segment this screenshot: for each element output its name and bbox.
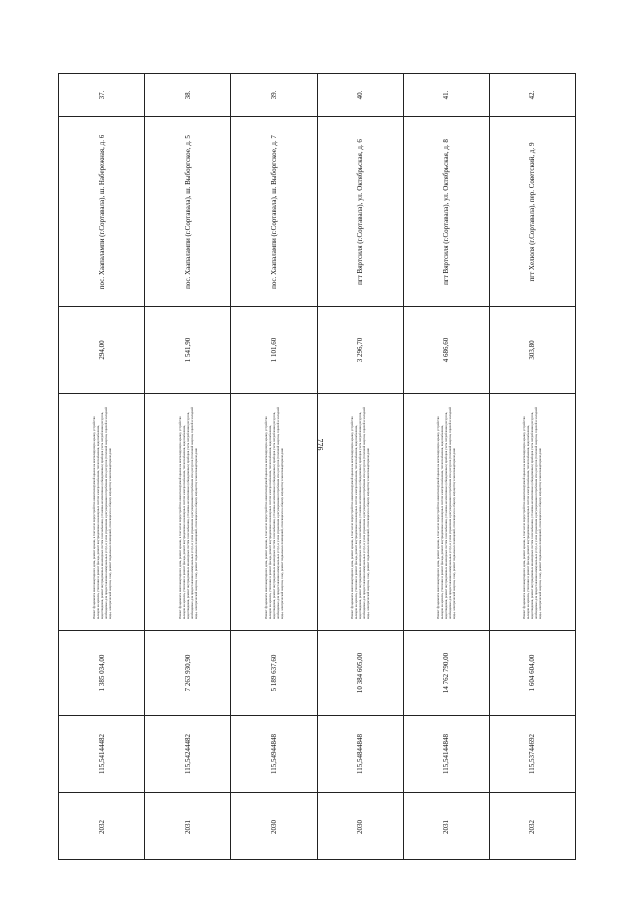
table-row [145, 74, 231, 859]
unit-cost: 115,54944848 [269, 734, 278, 774]
row-number: 42. [528, 90, 537, 100]
area-cell [318, 307, 403, 394]
cost: 10 384 605,00 [356, 652, 365, 694]
address-cell [318, 117, 403, 307]
area: 303,80 [528, 340, 537, 360]
works-description: Ремонт фундамента многоквартирного дома, ремонт крыши, в том числе переустройство невентилируемой крыши на вентилируемую крышу, устройство выходов на кровлю, утепление и ремонт фасада, ремонт внутридомовых инженерных систем электроснабжения, теплоснабжения, водоснабжения, водоотведения, ремонт внутридомовых инженерных систем газоснабжения, установка коллективных (общедомовых) приборов учета потребления ресурсов, необходимых для предоставления коммунальных услуг, и узлов управления и регулирования потребления этих ресурсов (тепловой энергии, горячей и холодной воды, электрической энергии, газа), ремонт подвальных помещений, относящихся к общему имуществу в многоквартирном доме [522, 407, 543, 619]
works-cell [490, 394, 575, 631]
row-number-cell [231, 74, 316, 117]
area-cell [59, 307, 144, 394]
works-cell [59, 394, 144, 631]
address: пос. Хаапалампи (г.Сортавала), ш. Набережная, д. 6 [97, 134, 106, 289]
cost: 7 263 930,90 [183, 654, 192, 692]
area-cell [231, 307, 316, 394]
unit-cost-cell [404, 716, 489, 793]
unit-cost: 115,54144482 [97, 734, 106, 774]
row-number-cell [318, 74, 403, 117]
year: 2032 [97, 820, 106, 834]
address-cell [490, 117, 575, 307]
works-description: Ремонт фундамента многоквартирного дома, ремонт крыши, в том числе переустройство невентилируемой крыши на вентилируемую крышу, устройство выходов на кровлю, утепление и ремонт фасада, ремонт внутридомовых инженерных систем электроснабжения, теплоснабжения, водоснабжения, водоотведения, ремонт внутридомовых инженерных систем газоснабжения, установка коллективных (общедомовых) приборов учета потребления ресурсов, необходимых для предоставления коммунальных услуг, и узлов управления и регулирования потребления этих ресурсов (тепловой энергии, горячей и холодной воды, электрической энергии, газа), ремонт подвальных помещений, относящихся к общему имуществу в многоквартирном доме [91, 407, 112, 619]
address-cell [145, 117, 230, 307]
table-row [404, 74, 490, 859]
row-number: 41. [442, 90, 451, 100]
table-row [315, 74, 404, 859]
table-row [490, 74, 575, 859]
row-number: 40. [356, 90, 365, 100]
unit-cost: 115,53744692 [528, 734, 537, 774]
unit-cost: 115,54844848 [356, 734, 365, 774]
row-number-cell [59, 74, 144, 117]
row-number-cell [145, 74, 230, 117]
unit-cost-cell [490, 716, 575, 793]
area-cell [404, 307, 489, 394]
address: пос. Хаапалампи (г.Сортавала), ш. Выборгское, д. 5 [183, 134, 192, 289]
cost: 5 189 637,60 [269, 654, 278, 692]
year: 2032 [528, 820, 537, 834]
row-number: 39. [269, 90, 278, 100]
unit-cost: 115,54144848 [442, 734, 451, 774]
cost-cell [231, 631, 316, 716]
address-cell [404, 117, 489, 307]
year-cell [231, 793, 316, 861]
cost: 1 385 034,00 [97, 654, 106, 692]
works-cell [145, 394, 230, 631]
area-cell [145, 307, 230, 394]
works-cell [231, 394, 316, 631]
year: 2031 [183, 820, 192, 834]
row-number: 38. [183, 90, 192, 100]
data-table [58, 73, 576, 860]
cost-cell [145, 631, 230, 716]
year-cell [490, 793, 575, 861]
area: 4 686,60 [442, 337, 451, 363]
year-cell [318, 793, 403, 861]
page-number: 776 [315, 438, 325, 451]
year: 2030 [356, 820, 365, 834]
works-description: Ремонт фундамента многоквартирного дома, ремонт крыши, в том числе переустройство невентилируемой крыши на вентилируемую крышу, устройство выходов на кровлю, утепление и ремонт фасада, ремонт внутридомовых инженерных систем электроснабжения, теплоснабжения, водоснабжения, водоотведения, ремонт внутридомовых инженерных систем газоснабжения, установка коллективных (общедомовых) приборов учета потребления ресурсов, необходимых для предоставления коммунальных услуг, и узлов управления и регулирования потребления этих ресурсов (тепловой энергии, горячей и холодной воды, электрической энергии, газа), ремонт подвальных помещений, относящихся к общему имуществу в многоквартирном доме [349, 407, 371, 619]
unit-cost-cell [231, 716, 316, 793]
works-description: Ремонт фундамента многоквартирного дома, ремонт крыши, в том числе переустройство невентилируемой крыши на вентилируемую крышу, устройство выходов на кровлю, утепление и ремонт фасада, ремонт внутридомовых инженерных систем электроснабжения, теплоснабжения, водоснабжения, водоотведения, ремонт внутридомовых инженерных систем газоснабжения, установка коллективных (общедомовых) приборов учета потребления ресурсов, необходимых для предоставления коммунальных услуг, и узлов управления и регулирования потребления этих ресурсов (тепловой энергии, горячей и холодной воды, электрической энергии, газа), ремонт подвальных помещений, относящихся к общему имуществу в многоквартирном доме [263, 407, 285, 619]
year: 2030 [269, 820, 278, 834]
table-row [231, 74, 317, 859]
area: 3 296,70 [356, 337, 365, 363]
address: пос. Хаапалампи (г.Сортавала), ш. Выборгское, д. 7 [269, 134, 278, 289]
table-row [59, 74, 145, 859]
works-description: Ремонт фундамента многоквартирного дома, ремонт крыши, в том числе переустройство невентилируемой крыши на вентилируемую крышу, устройство выходов на кровлю, утепление и ремонт фасада, ремонт внутридомовых инженерных систем электроснабжения, теплоснабжения, водоснабжения, водоотведения, ремонт внутридомовых инженерных систем газоснабжения, установка коллективных (общедомовых) приборов учета потребления ресурсов, необходимых для предоставления коммунальных услуг, и узлов управления и регулирования потребления этих ресурсов (тепловой энергии, горячей и холодной воды, электрической энергии, газа), ремонт подвальных помещений, относящихся к общему имуществу в многоквартирном доме [177, 407, 198, 619]
address: пгт Вяртсиля (г.Сортавала), ул. Октябрьская, д. 8 [442, 138, 451, 285]
cost: 1 604 604,00 [528, 654, 537, 692]
cost-cell [490, 631, 575, 716]
works-cell [315, 394, 403, 631]
row-number: 37. [97, 90, 106, 100]
cost: 14 762 790,00 [442, 652, 451, 694]
unit-cost-cell [318, 716, 403, 793]
area: 294,00 [97, 340, 106, 360]
address: пгт Вяртсиля (г.Сортавала), ул. Октябрьская, д. 6 [356, 138, 365, 285]
address: пгт Хелюля (г.Сортавала), пер. Советский, д. 9 [528, 141, 537, 282]
address-cell [231, 117, 316, 307]
year-cell [145, 793, 230, 861]
row-number-cell [404, 74, 489, 117]
area-cell [490, 307, 575, 394]
cost-cell [59, 631, 144, 716]
works-cell [404, 394, 489, 631]
year-cell [404, 793, 489, 861]
address-cell [59, 117, 144, 307]
area: 1 541,90 [183, 337, 192, 363]
unit-cost-cell [145, 716, 230, 793]
unit-cost-cell [59, 716, 144, 793]
cost-cell [318, 631, 403, 716]
area: 1 101,60 [269, 337, 278, 363]
works-description: Ремонт фундамента многоквартирного дома, ремонт крыши, в том числе переустройство невентилируемой крыши на вентилируемую крышу, устройство выходов на кровлю, утепление и ремонт фасада, ремонт внутридомовых инженерных систем электроснабжения, теплоснабжения, водоснабжения, водоотведения, ремонт внутридомовых инженерных систем газоснабжения, установка коллективных (общедомовых) приборов учета потребления ресурсов, необходимых для предоставления коммунальных услуг, и узлов управления и регулирования потребления этих ресурсов (тепловой энергии, горячей и холодной воды, электрической энергии, газа), ремонт подвальных помещений, относящихся к общему имуществу в многоквартирном доме [436, 407, 457, 619]
row-number-cell [490, 74, 575, 117]
year: 2031 [442, 820, 451, 834]
year-cell [59, 793, 144, 861]
unit-cost: 115,54244482 [183, 734, 192, 774]
cost-cell [404, 631, 489, 716]
